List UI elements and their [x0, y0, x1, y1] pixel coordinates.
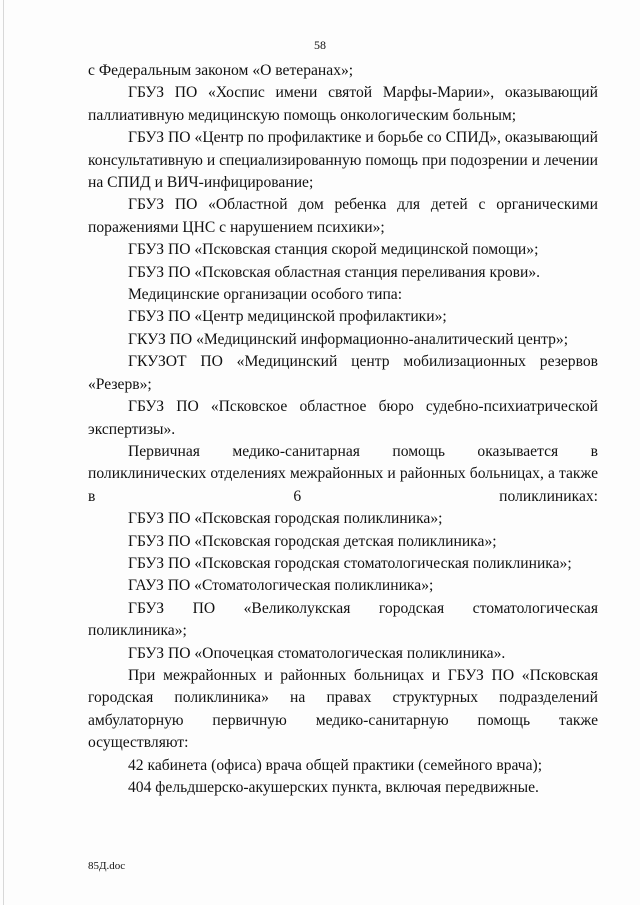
paragraph: ГКУЗ ПО «Медицинский информационно-аналитический центр»;: [128, 330, 569, 348]
paragraph: Первичная медико-санитарная помощь оказывается в поликлинических отделениях межрайонных и районных больницах, а также в 6 поликлиниках:: [88, 442, 598, 505]
paragraph: При межрайонных и районных больницах и ГБУЗ ПО «Псковская городская поликлиника» на правах структурных подразделений амбулаторную первичную медико-санитарную помощь также осуществляют:: [88, 666, 598, 752]
paragraph: ГАУЗ ПО «Стоматологическая поликлиника»;: [128, 577, 434, 595]
paragraph: ГБУЗ ПО «Псковская областная станция переливания крови».: [128, 263, 541, 281]
paragraph: ГБУЗ ПО «Великолукская городская стоматологическая поликлиника»;: [88, 599, 598, 640]
paragraph: ГБУЗ ПО «Хоспис имени святой Марфы-Марии», оказывающий паллиативную медицинскую помощь онкологическим больным;: [88, 84, 598, 124]
page-number: 58: [314, 38, 326, 52]
paragraph: ГБУЗ ПО «Центр медицинской профилактики»;: [128, 308, 447, 326]
paragraph: ГБУЗ ПО «Псковская городская детская поликлиника»;: [128, 532, 497, 550]
footer-filename: 85Д.doc: [88, 860, 126, 872]
paragraph: ГБУЗ ПО «Псковское областное бюро судебно-психиатрической экспертизы».: [88, 398, 598, 438]
paragraph: ГБУЗ ПО «Опочецкая стоматологическая поликлиника».: [128, 644, 506, 662]
scan-edge: [3, 0, 4, 905]
paragraph: Медицинские организации особого типа:: [128, 286, 403, 304]
document-body: [88, 60, 598, 799]
paragraph: ГБУЗ ПО «Псковская станция скорой медицинской помощи»;: [128, 241, 539, 259]
paragraph: ГБУЗ ПО «Центр по профилактике и борьбе со СПИД», оказывающий консультативную и специализированную помощь при подозрении и лечении на СПИД и ВИЧ-инфицирование;: [88, 129, 598, 192]
paragraph: 404 фельдшерско-акушерских пункта, включая передвижные.: [128, 779, 539, 796]
paragraph: ГБУЗ ПО «Псковская городская поликлиника»;: [128, 510, 443, 528]
paragraph: ГКУЗОТ ПО «Медицинский центр мобилизационных резервов «Резерв»;: [88, 353, 598, 393]
paragraph: ГБУЗ ПО «Псковская городская стоматологическая поликлиника»;: [128, 554, 572, 572]
paragraph: 42 кабинета (офиса) врача общей практики (семейного врача);: [128, 756, 543, 774]
paragraph: с Федеральным законом «О ветеранах»;: [88, 62, 354, 79]
paragraph: ГБУЗ ПО «Областной дом ребенка для детей с органическими поражениями ЦНС с нарушением психики»;: [88, 196, 598, 236]
